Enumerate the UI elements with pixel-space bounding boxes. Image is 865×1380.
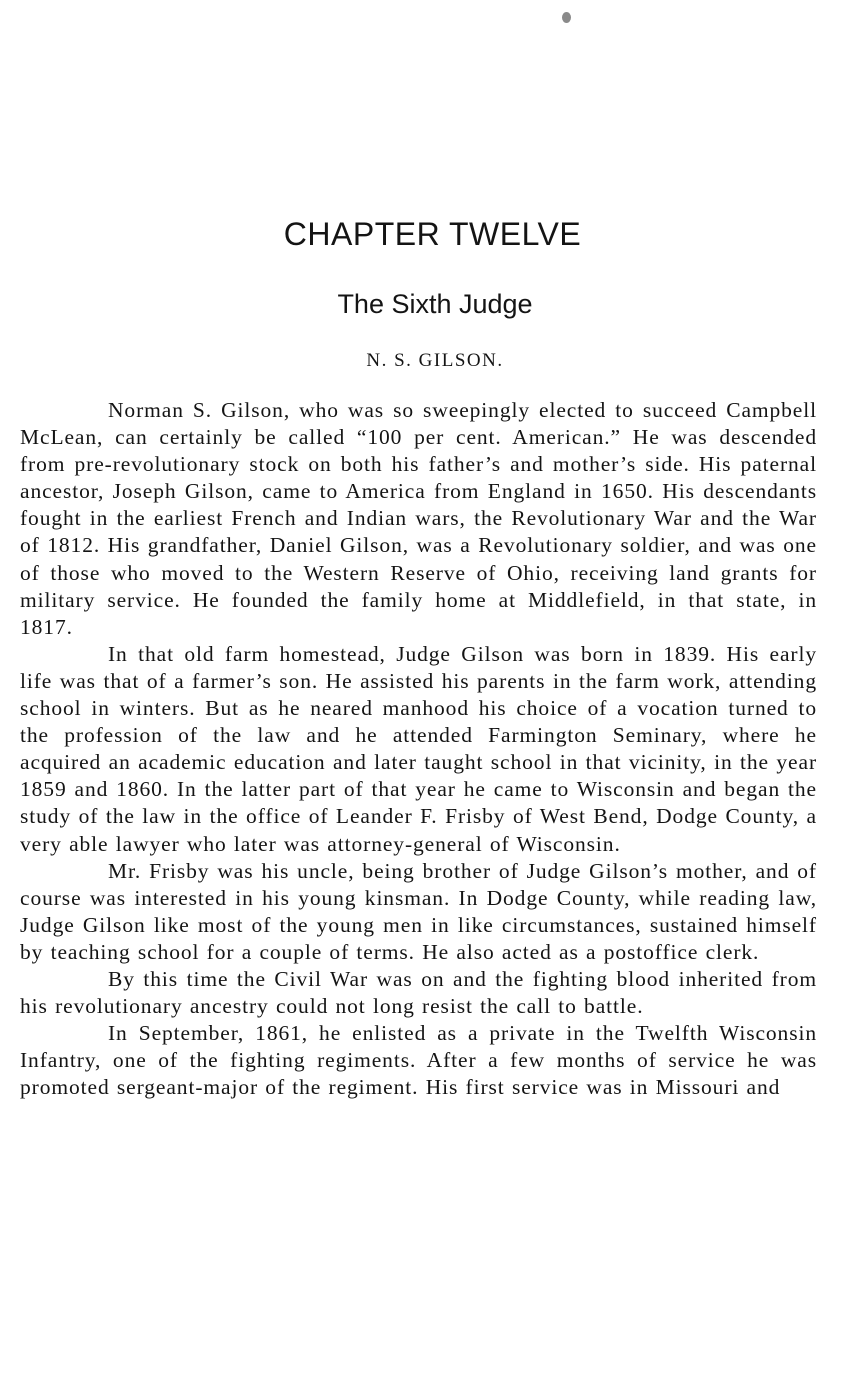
chapter-heading: CHAPTER TWELVE (283, 216, 582, 252)
chapter-body (20, 397, 817, 1101)
chapter-subtitle: The Sixth Judge (337, 289, 533, 319)
ink-speck (562, 12, 571, 23)
judge-name-heading: N. S. GILSON. (366, 350, 504, 371)
paragraph-frisby: Mr. Frisby was his uncle, being brother of Judge Gilson’s mother, and of course was interested in his young kinsman. In Dodge County, while reading law, Judge Gilson like most of the young men in like circumstances, sustained himself by teaching school for a couple of terms. He also acted as a postoffice clerk. (20, 858, 817, 964)
paragraph-enlistment: In September, 1861, he enlisted as a private in the Twelfth Wisconsin Infantry, one of the fighting regiments. After a few months of service he was promoted sergeant-major of the regiment. His first service was in Missouri and (20, 1021, 817, 1100)
paragraph-early-life: In that old farm homestead, Judge Gilson was born in 1839. His early life was that of a farmer’s son. He assisted his parents in the farm work, attending school in winters. But as he neared manhood his choice of a vocation turned to the profession of the law and he attended Farmington Seminary, where he acquired an academic education and later taught school in that vicinity, in the year 1859 and 1860. In the latter part of that year he came to Wisconsin and began the study of the law in the office of Leander F. Frisby of West Bend, Dodge County, a very able lawyer who later was attorney-general of Wisconsin. (20, 641, 817, 856)
paragraph-ancestry: Norman S. Gilson, who was so sweepingly elected to succeed Campbell McLean, can certainly be called “100 per cent. American.” He was descended from pre-revolutionary stock on both his father’s and mother’s side. His paternal ancestor, Joseph Gilson, came to America from England in 1650. His descendants fought in the earliest French and Indian wars, the Revolutionary War and the War of 1812. His grandfather, Daniel Gilson, was a Revolutionary soldier, and was one of those who moved to the Western Reserve of Ohio, receiving land grants for military service. He founded the family home at Middlefield, in that state, in 1817. (20, 398, 817, 639)
paragraph-civil-war: By this time the Civil War was on and the fighting blood inherited from his revolutionary ancestry could not long resist the call to battle. (20, 966, 817, 1019)
